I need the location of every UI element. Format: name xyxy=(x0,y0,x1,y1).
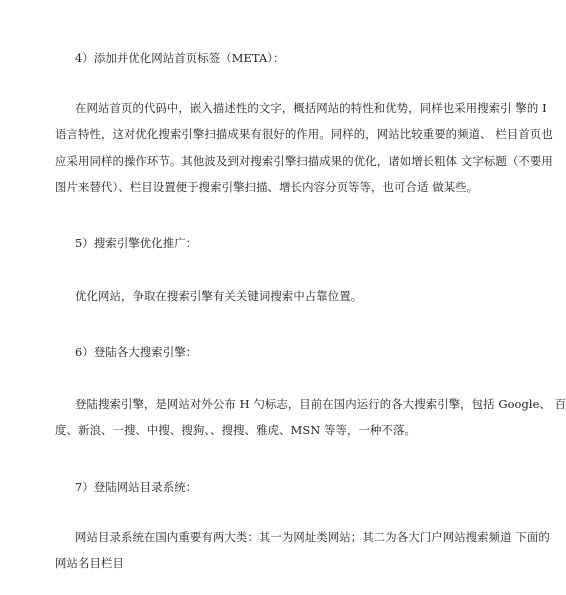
section-5-heading: 5）搜索引擎优化推广： xyxy=(75,236,198,250)
section-4-paragraph-line-3: 应采用同样的操作环节。其他波及到对搜索引擎扫描成果的优化，诸如增长粗体 文字标题（不要用 xyxy=(55,154,553,168)
section-7-paragraph-line-1: 网站目录系统在国内重要有两大类：其一为网址类网站；其二为各大门户网站搜索频道 下面的 xyxy=(75,530,550,544)
section-6-paragraph-line-1: 登陆搜索引擎，是网站对外公布 H 勺标志，目前在国内运行的各大搜索引擎，包括 Google、 百 xyxy=(75,397,566,411)
section-7-heading: 7）登陆网站目录系统： xyxy=(75,480,198,494)
section-4-heading: 4）添加并优化网站首页标签（META）： xyxy=(75,51,285,65)
section-4-paragraph-line-1: 在网站首页的代码中，嵌入描述性的文字，概括网站的特性和优势，同样也采用搜索引 擎的 I xyxy=(75,101,547,115)
section-7-paragraph-line-2: 网站名目栏目 xyxy=(55,556,124,570)
section-6-heading: 6）登陆各大搜索引擎： xyxy=(75,345,198,359)
section-4-paragraph-line-4: 图片来替代）、栏目设置便于搜索引擎扫描、增长内容分页等等，也可合适 做某些。 xyxy=(55,180,479,194)
section-4-paragraph-line-2: 语言特性，这对优化搜索引擎扫描成果有很好的作用。同样的，网站比较重要的频道、 栏目首页也 xyxy=(55,127,553,141)
section-6-paragraph-line-2: 度、新浪、一搜、中搜、搜狗、、搜搜、雅虎、MSN 等等，一种不落。 xyxy=(55,423,416,437)
section-5-paragraph-line-1: 优化网站，争取在搜索引擎有关关键词搜索中占靠位置。 xyxy=(75,289,363,303)
